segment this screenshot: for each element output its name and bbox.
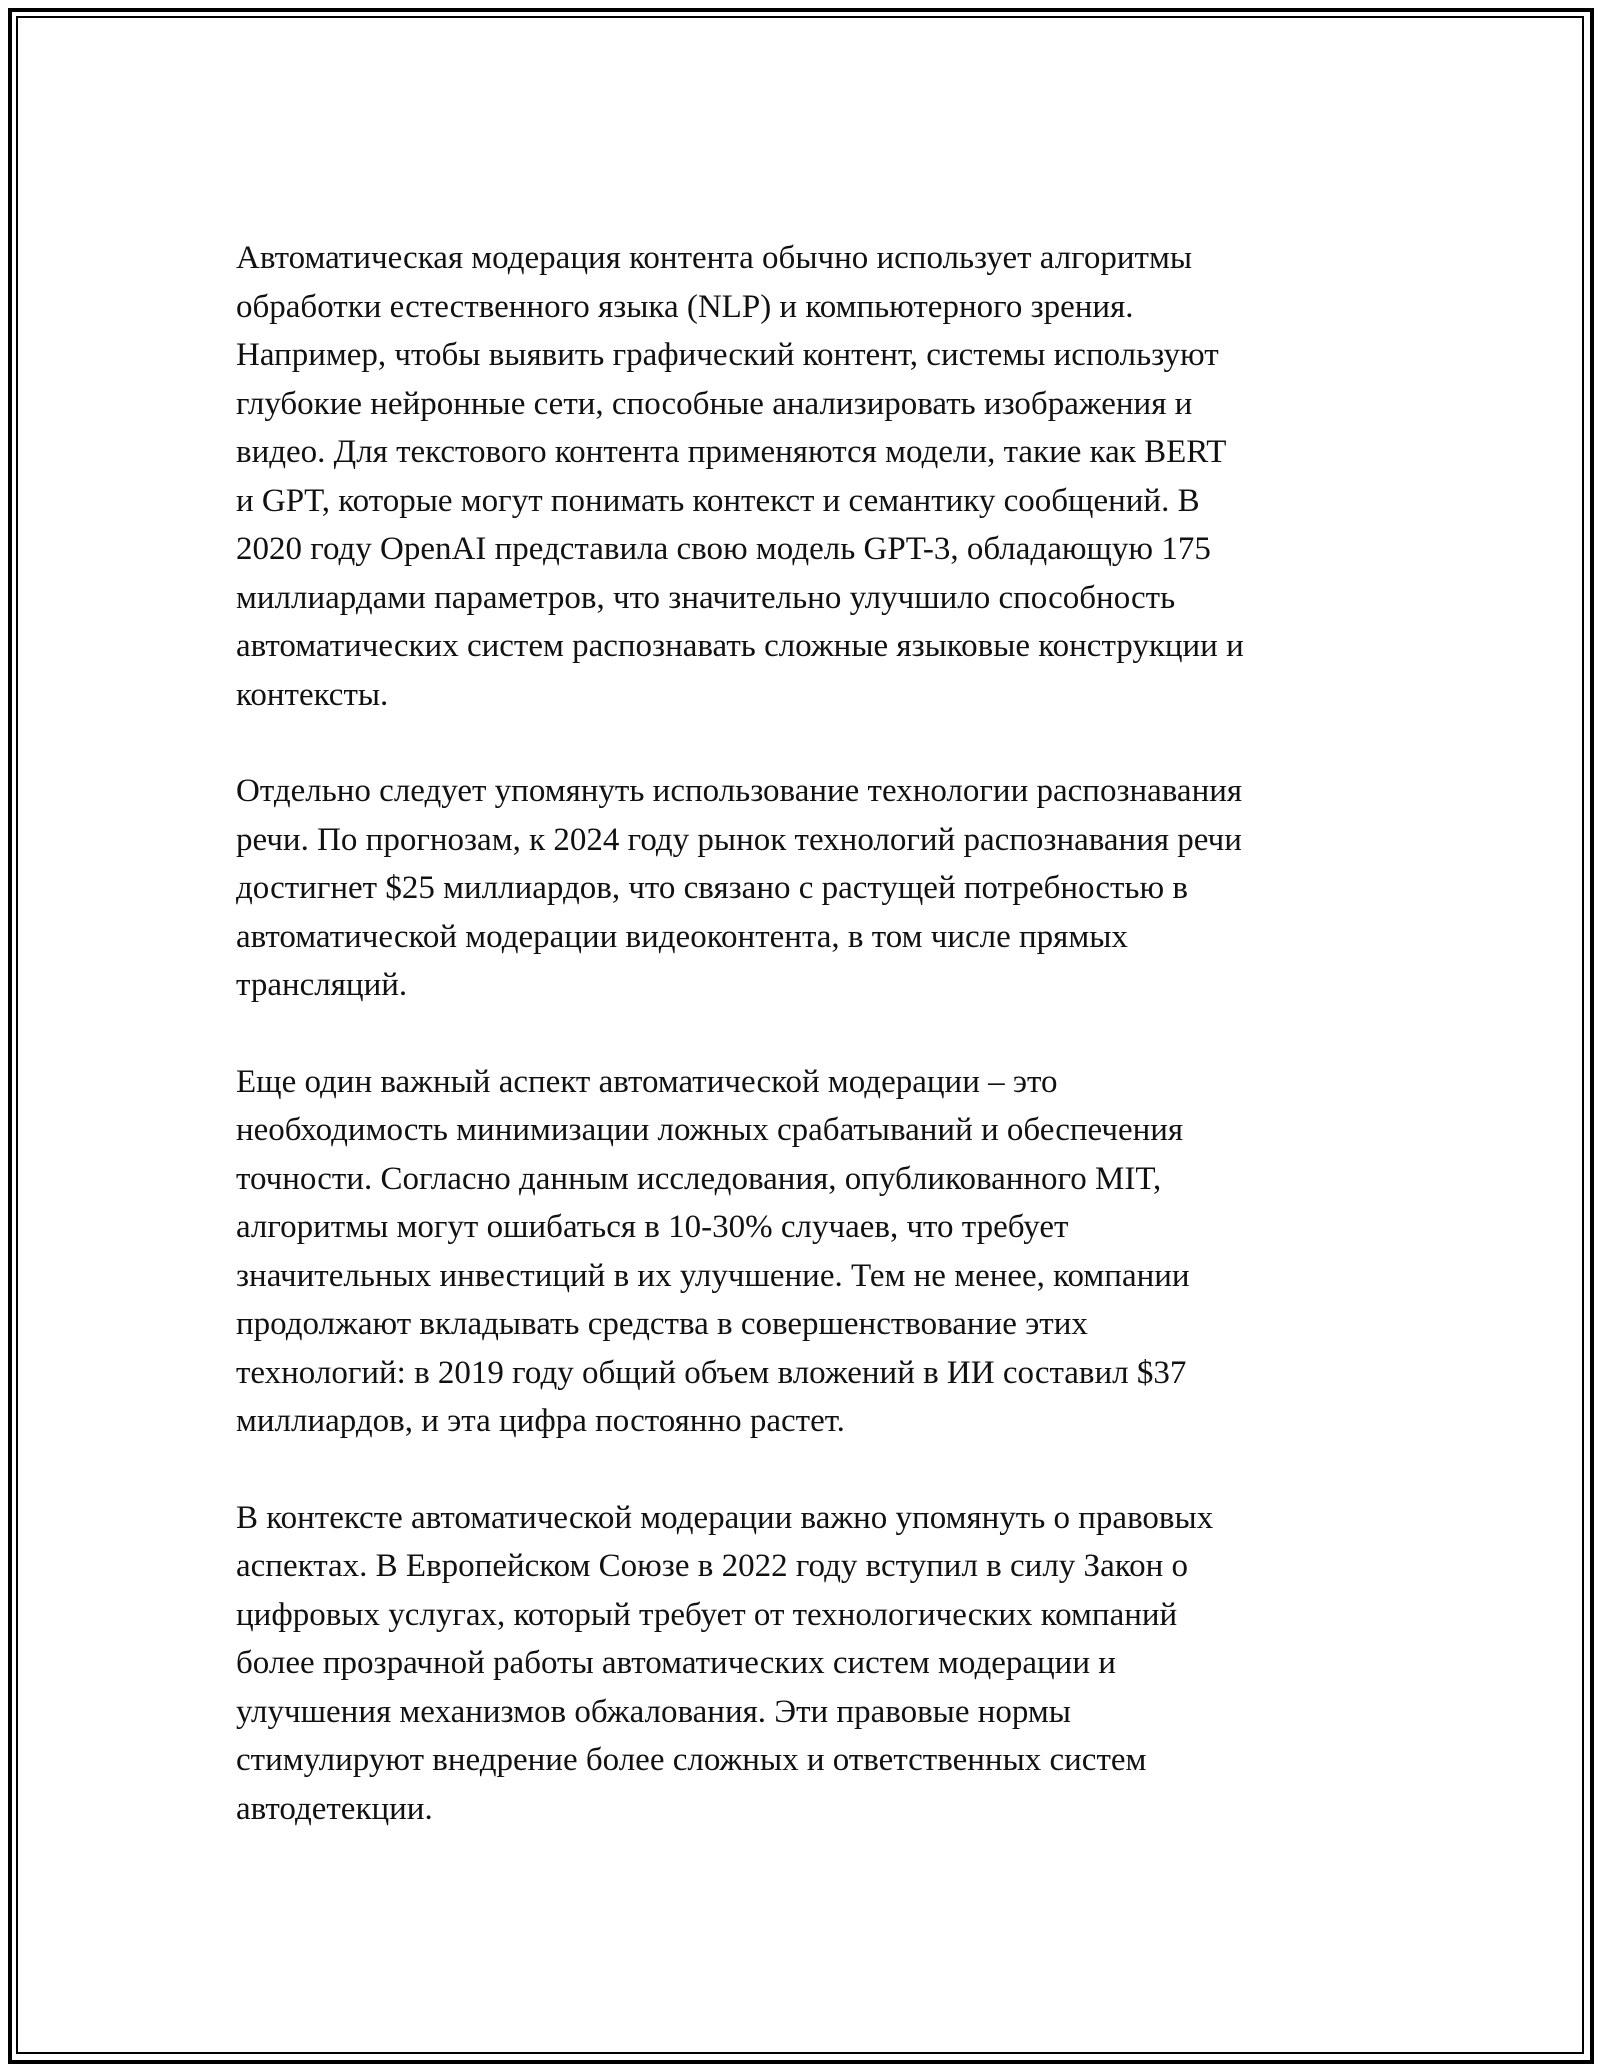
text-line: миллиардов, и эта цифра постоянно растет. <box>236 1403 845 1439</box>
text-line: необходимость минимизации ложных срабатываний и обеспечения <box>236 1112 1184 1148</box>
text-line: контексты. <box>236 676 389 713</box>
paragraph-4 <box>236 1494 1376 1834</box>
text-line: улучшения механизмов обжалования. Эти правовые нормы <box>236 1693 1071 1730</box>
text-line: миллиардами параметров, что значительно улучшило способность <box>236 579 1176 616</box>
text-line: глубокие нейронные сети, способные анализировать изображения и <box>236 385 1193 422</box>
text-line: Еще один важный аспект автоматической модерации – это <box>236 1063 1058 1100</box>
text-line: В контексте автоматической модерации важно упомянуть о правовых <box>236 1499 1214 1536</box>
text-line: видео. Для текстового контента применяются модели, такие как BERT <box>236 434 1227 470</box>
text-line: аспектах. В Европейском Союзе в 2022 году вступил в силу Закон о <box>236 1548 1188 1584</box>
text-line: речи. По прогнозам, к 2024 году рынок технологий распознавания речи <box>236 821 1242 858</box>
text-line: автоматической модерации видеоконтента, в том числе прямых <box>236 918 1128 955</box>
text-line: Автоматическая модерация контента обычно использует алгоритмы <box>236 240 1193 276</box>
text-line: и GPT, которые могут понимать контекст и семантику сообщений. В <box>236 482 1200 519</box>
text-line: значительных инвестиций в их улучшение. Тем не менее, компании <box>236 1257 1190 1294</box>
paragraph-1 <box>236 234 1376 719</box>
paragraph-3 <box>236 1058 1376 1446</box>
text-line: Отдельно следует упомянуть использование технологии распознавания <box>236 773 1243 809</box>
text-line: Например, чтобы выявить графический контент, системы используют <box>236 337 1219 373</box>
paragraph-2 <box>236 767 1376 1010</box>
text-line: более прозрачной работы автоматических систем модерации и <box>236 1645 1116 1681</box>
text-line: алгоритмы могут ошибаться в 10-30% случаев, что требует <box>236 1209 1069 1245</box>
text-line: 2020 году OpenAI представила свою модель GPT-3, обладающую 175 <box>236 531 1211 567</box>
text-line: продолжают вкладывать средства в совершенствование этих <box>236 1306 1088 1342</box>
text-line: обработки естественного языка (NLP) и компьютерного зрения. <box>236 288 1134 325</box>
text-line: достигнет $25 миллиардов, что связано с растущей потребностью в <box>236 870 1188 906</box>
text-line: точности. Согласно данным исследования, опубликованного MIT, <box>236 1160 1162 1197</box>
text-line: автоматических систем распознавать сложные языковые конструкции и <box>236 628 1244 664</box>
text-line: автодетекции. <box>236 1790 433 1827</box>
text-line: стимулируют внедрение более сложных и ответственных систем <box>236 1742 1147 1778</box>
text-line: технологий: в 2019 году общий объем вложений в ИИ составил $37 <box>236 1354 1187 1391</box>
document-body <box>236 234 1376 1881</box>
text-line: трансляций. <box>236 967 408 1003</box>
text-line: цифровых услугах, который требует от технологических компаний <box>236 1596 1178 1633</box>
